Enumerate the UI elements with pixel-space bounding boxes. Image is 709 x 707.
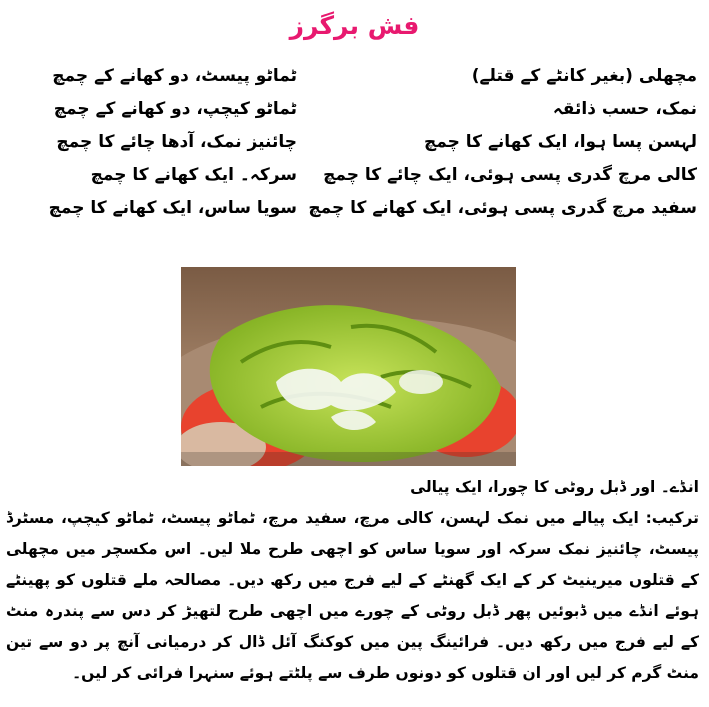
ingredient-item: نمک، حسب ذائقہ <box>552 99 697 119</box>
instructions-block <box>6 472 699 689</box>
ingredients-right-column <box>308 60 697 225</box>
fish-burger-photo <box>181 267 516 466</box>
ingredient-item: سفید مرچ گدری پسی ہوئی، ایک کھانے کا چمچ <box>308 198 697 218</box>
ingredient-item: چائنیز نمک، آدھا چائے کا چمچ <box>56 132 297 152</box>
ingredient-item: لہسن پسا ہوا، ایک کھانے کا چمچ <box>423 132 697 152</box>
ingredient-item: ٹماٹو پیسٹ، دو کھانے کے چمچ <box>52 66 297 86</box>
instructions-text: ترکیب: ایک پیالے میں نمک لہسن، کالی مرچ، سفید مرچ، ٹماٹو پیسٹ، ٹماٹو کیچپ، مسٹرڈ پیسٹ، چائنیز نمک سرکہ اور سویا ساس کو اچھی طرح ملا لیں۔ اس مکسچر میں مچھلی کے قتلوں میرینیٹ کر کے ایک گھنٹے کے لیے فرج میں رکھ دیں۔ مصالحہ ملے قتلوں کو پھینٹے ہوئے انڈے میں ڈبوئیں پھر ڈبل روٹی کے چورے میں اچھی طرح لتھیڑ کر دس سے پندرہ منٹ کے لیے فرج میں رکھ دیں۔ فرائینگ پین میں کوکنگ آئل ڈال کر درمیانی آنچ پر دو سے تین منٹ گرم کر لیں اور ان قتلوں کو دونوں طرف سے پلٹتے ہوئے سنہرا فرائی کر لیں۔ <box>6 509 699 682</box>
ingredient-item: مچھلی (بغیر کانٹے کے قتلے) <box>471 66 697 86</box>
ingredient-item: سویا ساس، ایک کھانے کا چمچ <box>48 198 297 218</box>
ingredient-item: سرکہ۔ ایک کھانے کا چمچ <box>90 165 297 185</box>
shadow <box>181 452 516 466</box>
ingredient-item: کالی مرچ گدری پسی ہوئی، ایک چائے کا چمچ <box>323 165 697 185</box>
mayo-sauce <box>399 370 443 394</box>
ingredients-left-column <box>49 60 297 225</box>
extra-ingredient: انڈے۔ اور ڈبل روٹی کا چورا، ایک پیالی <box>410 478 699 496</box>
burger-illustration <box>181 267 516 466</box>
recipe-title: فش برگرز <box>289 11 420 40</box>
ingredient-item: ٹماٹو کیچپ، دو کھانے کے چمچ <box>53 99 297 119</box>
